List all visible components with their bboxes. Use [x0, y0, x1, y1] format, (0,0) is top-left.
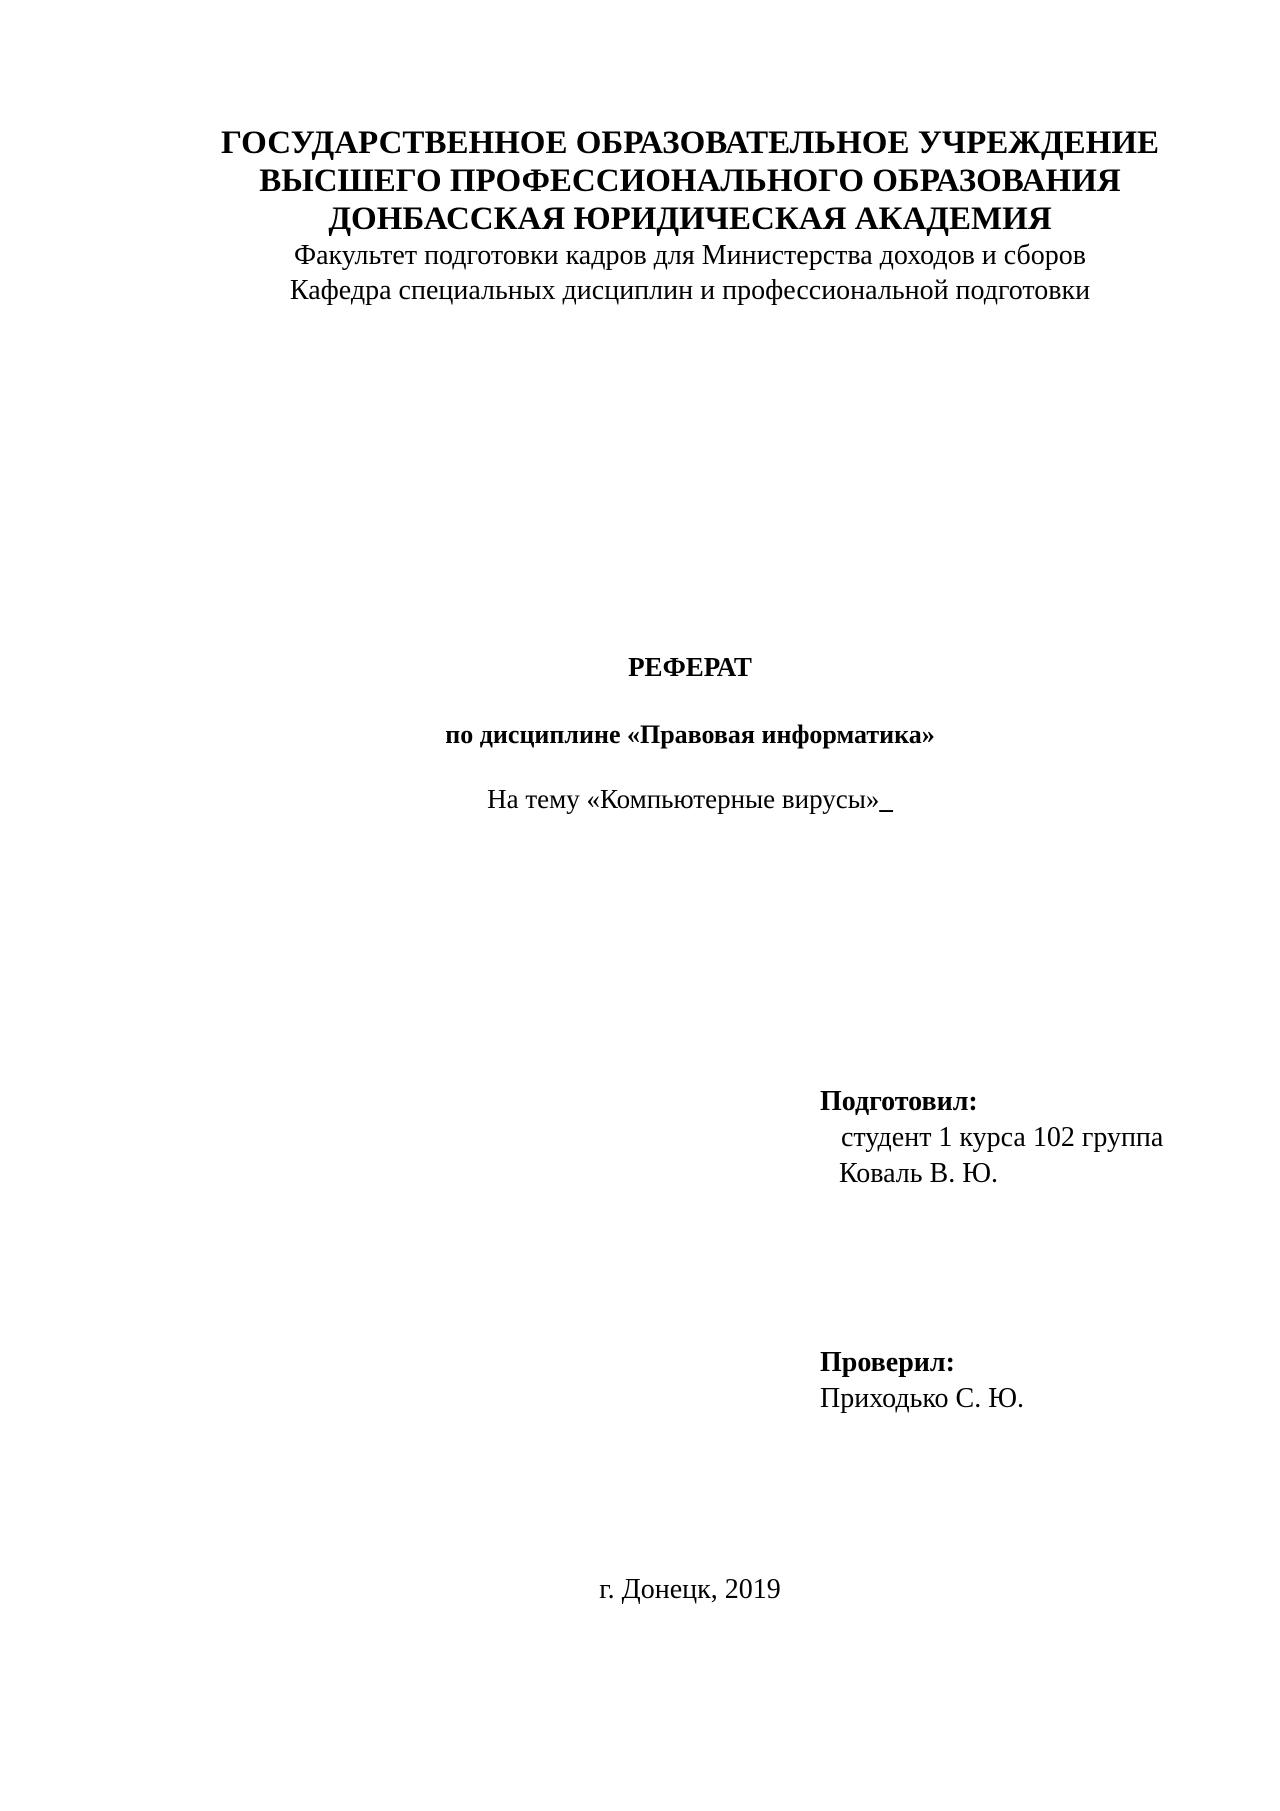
checked-by-heading: Проверил: [820, 1347, 955, 1378]
department-name: Кафедра специальных дисциплин и профессиональной подготовки [289, 275, 1091, 306]
prepared-by-block [820, 1084, 1163, 1192]
checked-by-block [820, 1345, 1024, 1417]
student-info: студент 1 курса 102 группа [841, 1122, 1164, 1153]
document-type-title: РЕФЕРАТ [628, 652, 752, 682]
institution-header [190, 124, 1190, 308]
student-name: Коваль В. Ю. [839, 1158, 999, 1189]
topic-line [190, 782, 1190, 816]
institution-name-line-3: ДОНБАССКАЯ ЮРИДИЧЕСКАЯ АКАДЕМИЯ [328, 201, 1052, 237]
institution-name-line-1: ГОСУДАРСТВЕННОЕ ОБРАЗОВАТЕЛЬНОЕ УЧРЕЖДЕНИЕ [220, 125, 1160, 161]
prepared-by-heading: Подготовил: [820, 1086, 978, 1117]
reviewer-name: Приходько С. Ю. [820, 1383, 1024, 1414]
discipline-line: по дисциплине «Правовая информатика» [445, 720, 935, 749]
topic-text: На тему «Компьютерные вирусы» [487, 784, 880, 814]
faculty-name: Факультет подготовки кадров для Министерства доходов и сборов [293, 240, 1087, 271]
topic-trailing-underscore: _ [879, 784, 893, 814]
institution-name-line-2: ВЫСШЕГО ПРОФЕССИОНАЛЬНОГО ОБРАЗОВАНИЯ [259, 163, 1121, 199]
city-year-footer: г. Донецк, 2019 [599, 1574, 781, 1605]
